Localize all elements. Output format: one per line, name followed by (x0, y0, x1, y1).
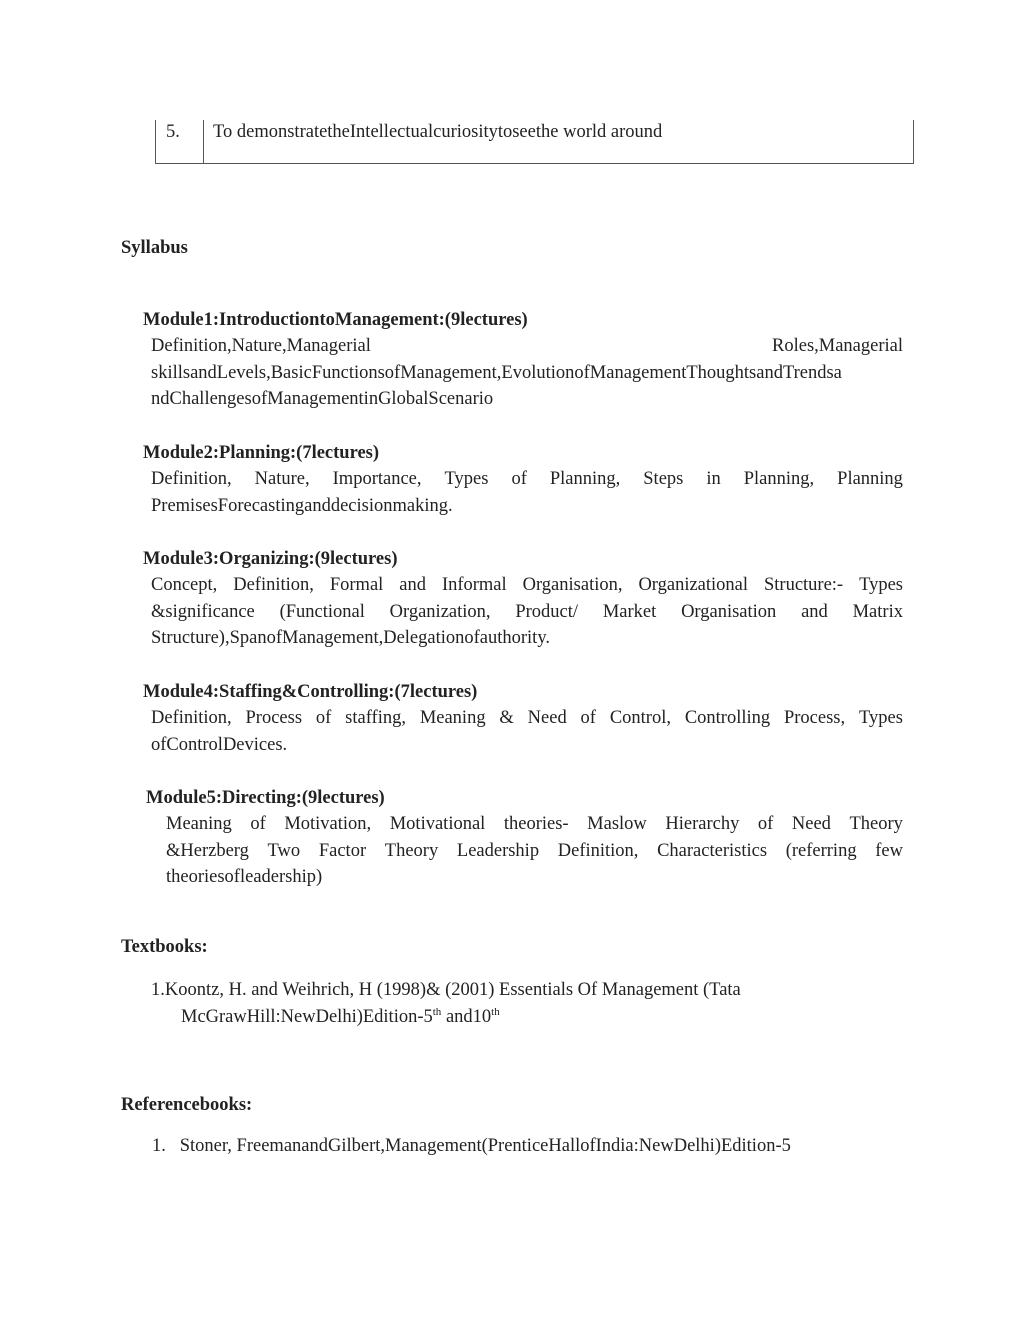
module-word: Maslow (587, 814, 647, 834)
module-word: Structure),SpanofManagement,Delegationofauthority. (151, 628, 550, 649)
module-word: staffing, (345, 708, 406, 728)
module-word: Market (602, 601, 657, 622)
module-word: Organisation (681, 601, 777, 622)
module-5-line (166, 864, 322, 891)
module-word: Planning (837, 469, 903, 489)
module-word: theoriesofleadership) (166, 867, 323, 888)
reference-books-heading: Referencebooks: (121, 1095, 253, 1115)
module-word: Two (267, 840, 301, 861)
module-word: Process (245, 708, 303, 728)
module-word: of (580, 708, 596, 728)
reference-item-number: 1. (152, 1136, 166, 1156)
module-word: Theory (384, 840, 439, 861)
module-2-line (151, 466, 903, 493)
module-word: Structure:- (763, 575, 844, 595)
module-word: Types (858, 708, 903, 728)
module-4-line (151, 705, 903, 732)
module-5-line (166, 838, 903, 865)
module-word: Definition,Nature,Managerial (151, 336, 371, 356)
module-word: Need (791, 814, 831, 834)
module-word: of (511, 469, 527, 489)
table-divider (203, 120, 204, 163)
module-word: Controlling (684, 708, 771, 728)
module-word: Concept, (151, 575, 218, 595)
module-word: Types (859, 575, 903, 595)
module-word: Nature, (254, 469, 310, 489)
syllabus-heading: Syllabus (121, 238, 188, 258)
module-word: Organisation, (522, 575, 623, 595)
module-word: of (757, 814, 774, 834)
module-3-line (151, 625, 550, 652)
module-3-title: Module3:Organizing:(9lectures) (143, 549, 398, 569)
module-word: Definition, (233, 575, 314, 595)
module-word: Motivation, (284, 814, 372, 834)
module-word: (Functional (279, 601, 365, 622)
textbook-item-line2: McGrawHill:NewDelhi)Edition-5th and10th (181, 1006, 500, 1027)
module-word: (referring (785, 840, 857, 861)
module-word: Product/ (515, 601, 579, 622)
reference-item-text: Stoner, FreemanandGilbert,Management(PrenticeHallofIndia:NewDelhi)Edition-5 (179, 1136, 791, 1156)
module-word: theories- (503, 814, 569, 834)
module-1-line (151, 333, 903, 360)
row-number: 5. (166, 122, 180, 142)
module-2-title: Module2:Planning:(7lectures) (143, 443, 380, 463)
module-word: skillsandLevels,BasicFunctionsofManagement,EvolutionofManagementThoughtsandTrendsa (151, 362, 842, 383)
module-word: Hierarchy (665, 814, 740, 834)
module-word: Control, (609, 708, 671, 728)
module-word: &significance (151, 601, 255, 622)
module-word: Leadership (456, 840, 540, 861)
module-1-line (151, 386, 493, 413)
module-word: &Herzberg (166, 840, 249, 861)
module-word: Planning, (743, 469, 815, 489)
module-word: Types (444, 469, 489, 489)
module-word: few (875, 840, 903, 861)
module-word: Informal (441, 575, 507, 595)
module-word: Definition, (151, 708, 232, 728)
module-word: Factor (318, 840, 367, 861)
module-word: of (250, 814, 266, 834)
module-2-line (151, 493, 453, 520)
module-3-line (151, 572, 903, 599)
reference-item (152, 1133, 791, 1160)
module-word: of (315, 708, 332, 728)
module-word: PremisesForecastinganddecisionmaking. (151, 495, 453, 516)
module-word: Steps (643, 469, 684, 489)
module-4-title: Module4:Staffing&Controlling:(7lectures) (143, 682, 478, 702)
module-3-line (151, 599, 903, 626)
module-4-line (151, 732, 287, 759)
module-word: Roles,Managerial (772, 336, 903, 356)
module-word: Planning, (549, 469, 621, 489)
module-word: ofControlDevices. (151, 734, 288, 755)
module-word: & (499, 708, 514, 728)
module-word: and (399, 575, 426, 595)
module-word: Matrix (852, 601, 903, 622)
module-word: Theory (849, 814, 903, 834)
module-word: Meaning (419, 708, 486, 728)
module-word: in (706, 469, 721, 489)
module-word: Formal (329, 575, 384, 595)
module-1-title: Module1:IntroductiontoManagement:(9lectures) (143, 310, 528, 330)
textbook-item-line1: 1.Koontz, H. and Weihrich, H (1998)& (2001) Essentials Of Management (Tata (151, 980, 741, 1000)
objectives-table-row (155, 120, 914, 164)
row-text: To demonstratetheIntellectualcuriositytoseethe world around (213, 122, 663, 142)
module-word: ndChallengesofManagementinGlobalScenario (151, 389, 494, 410)
module-1-line (151, 360, 842, 387)
module-5-line (166, 811, 903, 838)
module-word: Organizational (638, 575, 749, 595)
module-word: Need (527, 708, 567, 728)
textbooks-heading: Textbooks: (121, 937, 208, 957)
module-word: Importance, (332, 469, 422, 489)
module-word: Process, (783, 708, 846, 728)
module-word: Meaning (166, 814, 232, 834)
module-word: and (801, 601, 828, 622)
module-word: Definition, (151, 469, 232, 489)
module-word: Definition, (557, 840, 639, 861)
module-word: Organization, (389, 601, 491, 622)
module-word: Motivational (389, 814, 486, 834)
module-word: Characteristics (657, 840, 768, 861)
module-5-title: Module5:Directing:(9lectures) (146, 788, 385, 808)
